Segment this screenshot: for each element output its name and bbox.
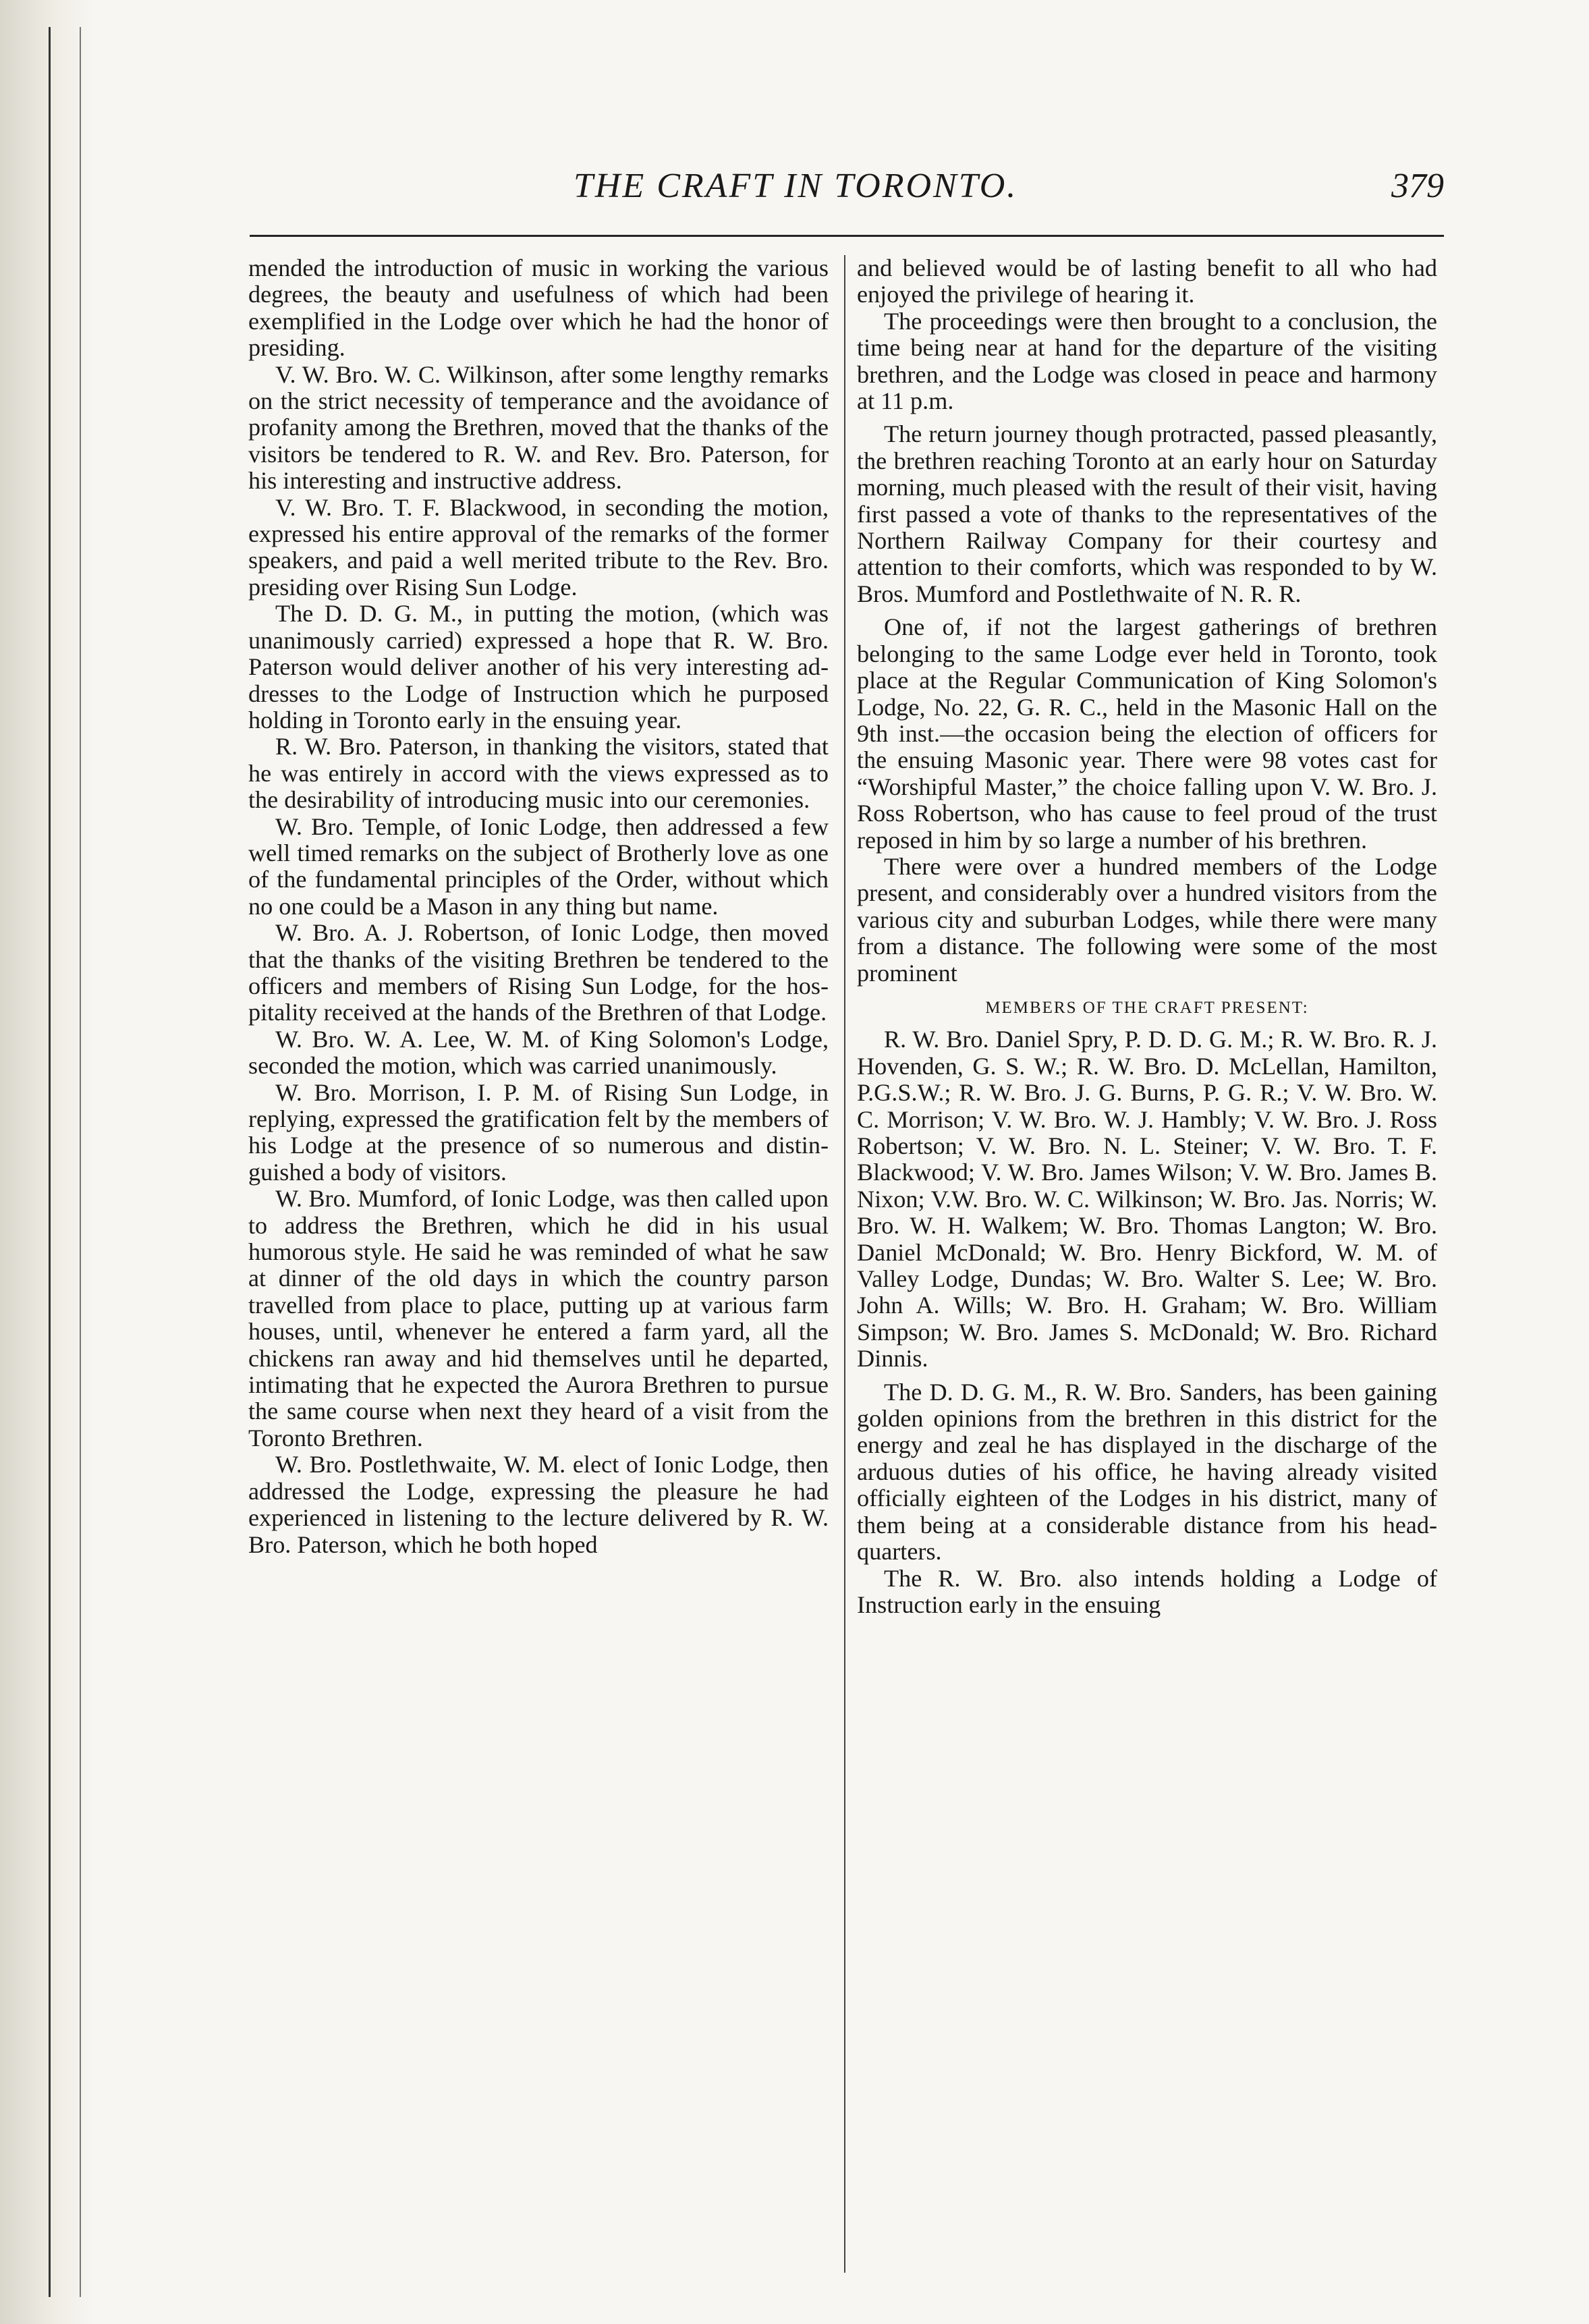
right-column	[857, 255, 1437, 1618]
header-rule	[250, 235, 1444, 237]
paragraph: R. W. Bro. Paterson, in thanking the visitors, stated that he was entirely in accord with the views expressed as to the desirability of introducing music into our ceremonies.	[248, 733, 829, 814]
paragraph: W. Bro. W. A. Lee, W. M. of King Solomon's Lodge, seconded the motion, which was carried unanimously.	[248, 1025, 829, 1080]
members-list: R. W. Bro. Daniel Spry, P. D. D. G. M.; R. W. Bro. R. J. Hovenden, G. S. W.; R. W. Bro. D. McLellan, Hamilton, P.G.S.W.; R. W. Bro. J. G. Burns, P. G. R.; V. W. Bro. W. C. Morrison; V. W. Bro. W. J. Hambly; V. W. Bro. J. Ross Robertson; V. W. Bro. N. L. Steiner; V. W. Bro. T. F. Blackwood; V. W. Bro. James Wilson; V. W. Bro. James B. Nixon; V.W. Bro. W. C. Wilkinson; W. Bro. Jas. Norris; W. Bro. W. H. Walkem; W. Bro. Thomas Langton; W. Bro. Daniel McDonald; W. Bro. Henry Bickford, W. M. of Valley Lodge, Dundas; W. Bro. Walter S. Lee; W. Bro. John A. Wills; W. Bro. H. Graham; W. Bro. William Simpson; W. Bro. James S. McDonald; W. Bro. Richard Dinnis.	[857, 1026, 1437, 1373]
paragraph: One of, if not the largest gatherings of brethren belonging to the same Lodge ever held in Toronto, took place at the Regular Communication of King Solomon's Lodge, No. 22, G. R. C., held in the Masonic Hall on the 9th inst.—the occasion being the election of officers for the ensuing Masonic year. There were 98 votes cast for “Worshipful Master,” the choice falling upon V. W. Bro. J. Ross Robertson, who has cause to feel proud of the trust reposed in him by so large a number of his brethren.	[857, 613, 1437, 854]
paragraph: The D. D. G. M., R. W. Bro. Sanders, has been gaining golden opinions from the brethren in this district for the energy and zeal he has displayed in the discharge of the arduous duties of his office, he having already visited officially eighteen of the Lodges in his district, many of them being at a considerable distance from his headquarters.	[857, 1378, 1437, 1566]
paragraph: W. Bro. A. J. Robertson, of Ionic Lodge, then moved that the thanks of the visiting Brethren be tendered to the officers and members of Rising Sun Lodge, for the hospitality received at the hands of the Brethren of that Lodge.	[248, 919, 829, 1026]
page-number: 379	[1391, 167, 1444, 205]
page-binding-edge	[0, 0, 94, 2324]
paragraph: W. Bro. Mumford, of Ionic Lodge, was then called upon to address the Brethren, which he did in his usual humorous style. He said he was reminded of what he saw at dinner of the old days in which the country parson travelled from place to place, putting up at various farm houses, until, whenever he entered a farm yard, all the chickens ran away and hid themselves until he departed, intimating that he expected the Aurora Brethren to pursue the same course when next they heard of a visit from the Toronto Brethren.	[248, 1185, 829, 1451]
binding-line	[80, 27, 81, 2297]
paragraph: W. Bro. Temple, of Ionic Lodge, then addressed a few well timed remarks on the subject of Brotherly love as one of the fundamental principles of the Order, without which no one could be a Mason in any thing but name.	[248, 812, 829, 920]
paragraph: The proceedings were then brought to a conclusion, the time being near at hand for the departure of the visiting brethren, and the Lodge was closed in peace and harmony at 11 p.m.	[857, 307, 1437, 415]
left-column	[248, 255, 829, 1558]
paragraph: The D. D. G. M., in putting the motion, (which was unanimously carried) expressed a hope that R. W. Bro. Paterson would deliver another of his very interesting addresses to the Lodge of Instruction which he purposed holding in Toronto early in the ensuing year.	[248, 600, 829, 734]
paragraph: V. W. Bro. T. F. Blackwood, in seconding the motion, expressed his entire approval of the remarks of the former speakers, and paid a well merited tribute to the Rev. Bro. presiding over Rising Sun Lodge.	[248, 493, 829, 601]
running-head	[250, 154, 1444, 215]
column-divider	[844, 255, 845, 2273]
paragraph: and believed would be of lasting benefit to all who had enjoyed the privilege of hearing it.	[857, 254, 1437, 308]
paragraph: The R. W. Bro. also intends holding a Lodge of Instruction early in the ensuing	[857, 1564, 1437, 1618]
running-title: THE CRAFT IN TORONTO.	[574, 167, 1018, 205]
paragraph: There were over a hundred members of the Lodge present, and considerably over a hundred visitors from the various city and suburban Lodges, while there were many from a distance. The following were some of the most prominent	[857, 852, 1437, 987]
binding-line	[49, 27, 51, 2297]
section-subheading: MEMBERS OF THE CRAFT PRESENT:	[985, 998, 1309, 1017]
paragraph: W. Bro. Postlethwaite, W. M. elect of Ionic Lodge, then addressed the Lodge, expressing the pleasure he had experienced in listening to the lecture delivered by R. W. Bro. Paterson, which he both hoped	[248, 1451, 829, 1558]
paragraph: W. Bro. Morrison, I. P. M. of Rising Sun Lodge, in replying, expressed the gratification felt by the members of his Lodge at the presence of so numerous and distinguished a body of visitors.	[248, 1078, 829, 1186]
paragraph: mended the introduction of music in working the various degrees, the beauty and usefulness of which had been exemplified in the Lodge over which he had the honor of presiding.	[248, 254, 829, 362]
paragraph: The return journey though protracted, passed pleasantly, the brethren reaching Toronto at an early hour on Saturday morning, much pleased with the result of their visit, having first passed a vote of thanks to the representatives of the Northern Railway Company for their courtesy and attention to their comforts, which was responded to by W. Bros. Mumford and Postlethwaite of N. R. R.	[857, 420, 1437, 607]
paragraph: V. W. Bro. W. C. Wilkinson, after some lengthy remarks on the strict necessity of temperance and the avoidance of profanity among the Brethren, moved that the thanks of the visitors be tendered to R. W. and Rev. Bro. Paterson, for his interesting and instructive address.	[248, 360, 829, 495]
